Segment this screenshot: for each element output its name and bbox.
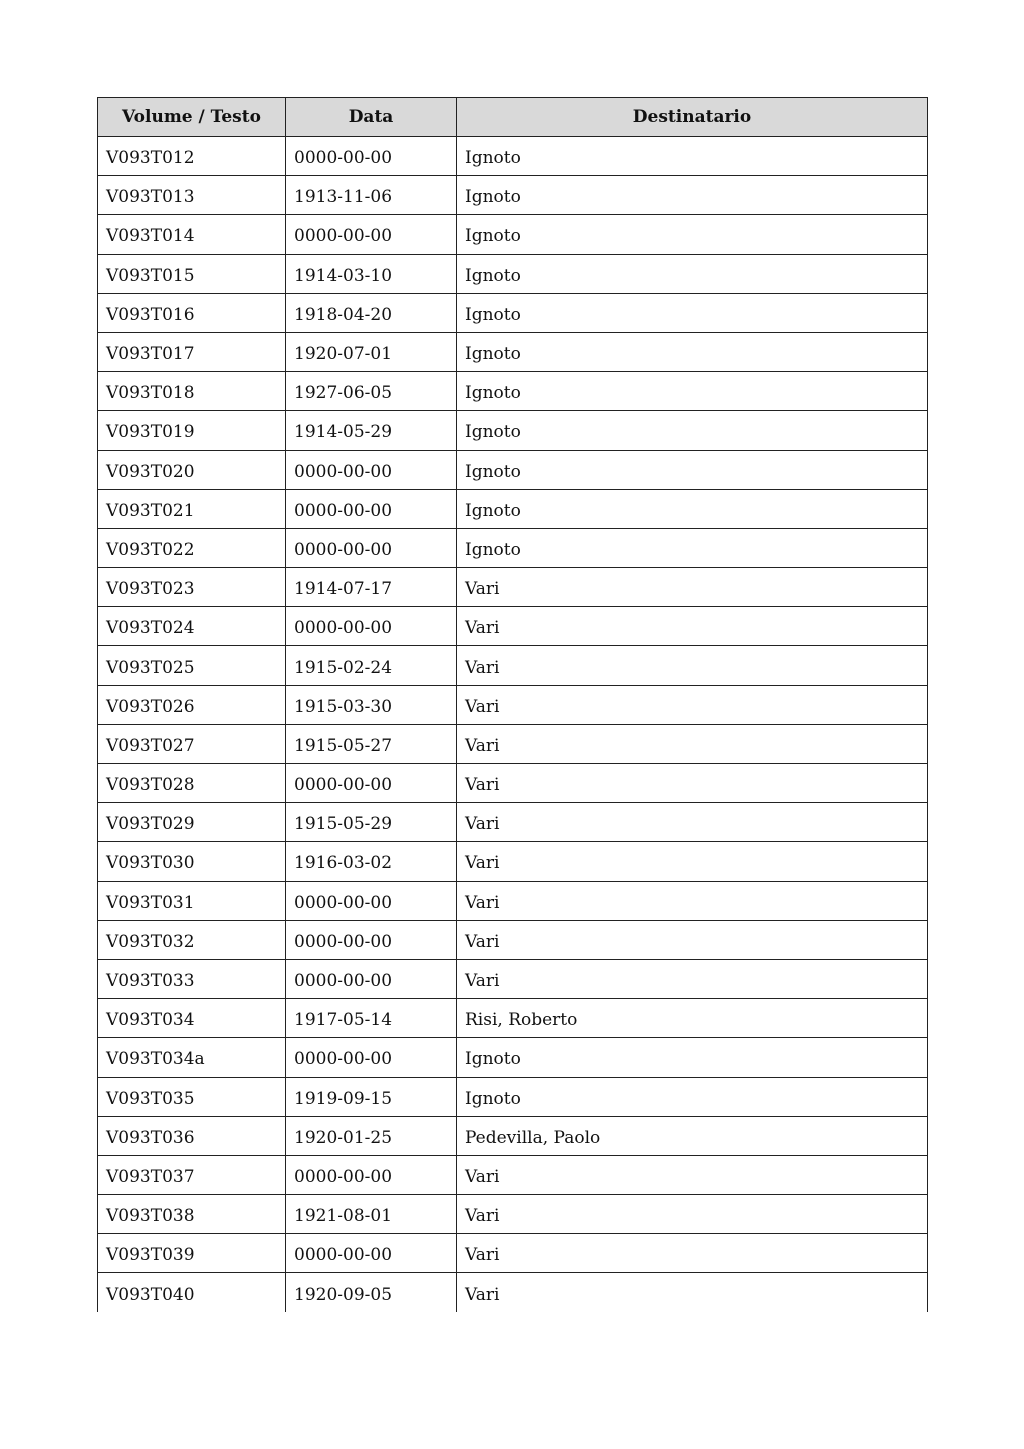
cell-volume: V093T030 bbox=[98, 842, 286, 881]
table-row bbox=[98, 1273, 928, 1312]
cell-recipient: Vari bbox=[457, 1155, 928, 1194]
table-row bbox=[98, 1155, 928, 1194]
cell-recipient: Vari bbox=[457, 1195, 928, 1234]
cell-date: 0000-00-00 bbox=[286, 1038, 457, 1077]
column-header-date: Data bbox=[286, 98, 457, 137]
table-row bbox=[98, 999, 928, 1038]
table-row bbox=[98, 215, 928, 254]
cell-date: 0000-00-00 bbox=[286, 1234, 457, 1273]
table-row bbox=[98, 881, 928, 920]
cell-volume: V093T014 bbox=[98, 215, 286, 254]
table-row bbox=[98, 450, 928, 489]
cell-date: 0000-00-00 bbox=[286, 920, 457, 959]
table-row bbox=[98, 803, 928, 842]
column-header-recipient: Destinatario bbox=[457, 98, 928, 137]
table-row bbox=[98, 372, 928, 411]
cell-recipient: Risi, Roberto bbox=[457, 999, 928, 1038]
cell-recipient: Vari bbox=[457, 724, 928, 763]
cell-recipient: Pedevilla, Paolo bbox=[457, 1116, 928, 1155]
cell-volume: V093T035 bbox=[98, 1077, 286, 1116]
cell-date: 0000-00-00 bbox=[286, 764, 457, 803]
cell-date: 1915-03-30 bbox=[286, 685, 457, 724]
table-row bbox=[98, 1116, 928, 1155]
cell-date: 0000-00-00 bbox=[286, 1155, 457, 1194]
table-row bbox=[98, 842, 928, 881]
cell-volume: V093T026 bbox=[98, 685, 286, 724]
cell-recipient: Vari bbox=[457, 803, 928, 842]
cell-volume: V093T033 bbox=[98, 959, 286, 998]
cell-recipient: Ignoto bbox=[457, 293, 928, 332]
cell-date: 1918-04-20 bbox=[286, 293, 457, 332]
cell-date: 0000-00-00 bbox=[286, 450, 457, 489]
table-row bbox=[98, 607, 928, 646]
cell-recipient: Ignoto bbox=[457, 411, 928, 450]
table-row bbox=[98, 764, 928, 803]
cell-recipient: Vari bbox=[457, 685, 928, 724]
cell-date: 1913-11-06 bbox=[286, 176, 457, 215]
cell-volume: V093T034a bbox=[98, 1038, 286, 1077]
table-body bbox=[98, 137, 928, 1313]
cell-volume: V093T016 bbox=[98, 293, 286, 332]
cell-recipient: Vari bbox=[457, 764, 928, 803]
cell-date: 1927-06-05 bbox=[286, 372, 457, 411]
cell-volume: V093T029 bbox=[98, 803, 286, 842]
cell-volume: V093T024 bbox=[98, 607, 286, 646]
cell-volume: V093T034 bbox=[98, 999, 286, 1038]
cell-recipient: Ignoto bbox=[457, 332, 928, 371]
cell-date: 1916-03-02 bbox=[286, 842, 457, 881]
cell-date: 1915-05-29 bbox=[286, 803, 457, 842]
cell-date: 1919-09-15 bbox=[286, 1077, 457, 1116]
cell-volume: V093T039 bbox=[98, 1234, 286, 1273]
cell-date: 1914-03-10 bbox=[286, 254, 457, 293]
cell-recipient: Ignoto bbox=[457, 215, 928, 254]
cell-recipient: Ignoto bbox=[457, 450, 928, 489]
cell-recipient: Ignoto bbox=[457, 254, 928, 293]
cell-date: 0000-00-00 bbox=[286, 215, 457, 254]
cell-recipient: Ignoto bbox=[457, 489, 928, 528]
cell-date: 1920-09-05 bbox=[286, 1273, 457, 1312]
cell-volume: V093T013 bbox=[98, 176, 286, 215]
cell-recipient: Vari bbox=[457, 881, 928, 920]
cell-recipient: Ignoto bbox=[457, 528, 928, 567]
cell-recipient: Ignoto bbox=[457, 137, 928, 176]
cell-date: 1914-07-17 bbox=[286, 568, 457, 607]
cell-volume: V093T025 bbox=[98, 646, 286, 685]
cell-date: 1917-05-14 bbox=[286, 999, 457, 1038]
table-row bbox=[98, 724, 928, 763]
cell-recipient: Ignoto bbox=[457, 176, 928, 215]
cell-recipient: Vari bbox=[457, 959, 928, 998]
cell-recipient: Vari bbox=[457, 568, 928, 607]
table-row bbox=[98, 1077, 928, 1116]
table-row bbox=[98, 646, 928, 685]
table-row bbox=[98, 293, 928, 332]
table-row bbox=[98, 568, 928, 607]
cell-recipient: Vari bbox=[457, 1273, 928, 1312]
cell-volume: V093T022 bbox=[98, 528, 286, 567]
cell-date: 0000-00-00 bbox=[286, 137, 457, 176]
cell-recipient: Vari bbox=[457, 646, 928, 685]
cell-volume: V093T038 bbox=[98, 1195, 286, 1234]
cell-volume: V093T037 bbox=[98, 1155, 286, 1194]
cell-volume: V093T018 bbox=[98, 372, 286, 411]
cell-volume: V093T020 bbox=[98, 450, 286, 489]
cell-date: 0000-00-00 bbox=[286, 881, 457, 920]
cell-volume: V093T036 bbox=[98, 1116, 286, 1155]
table-row bbox=[98, 489, 928, 528]
cell-volume: V093T023 bbox=[98, 568, 286, 607]
table-header-row bbox=[98, 98, 928, 137]
table-row bbox=[98, 920, 928, 959]
table-row bbox=[98, 685, 928, 724]
cell-volume: V093T031 bbox=[98, 881, 286, 920]
cell-volume: V093T032 bbox=[98, 920, 286, 959]
cell-date: 0000-00-00 bbox=[286, 528, 457, 567]
table-row bbox=[98, 332, 928, 371]
table-row bbox=[98, 1234, 928, 1273]
cell-recipient: Vari bbox=[457, 607, 928, 646]
table-row bbox=[98, 1195, 928, 1234]
cell-volume: V093T019 bbox=[98, 411, 286, 450]
cell-date: 1920-07-01 bbox=[286, 332, 457, 371]
cell-volume: V093T027 bbox=[98, 724, 286, 763]
cell-recipient: Vari bbox=[457, 1234, 928, 1273]
table-row bbox=[98, 176, 928, 215]
cell-date: 1915-02-24 bbox=[286, 646, 457, 685]
table-row bbox=[98, 528, 928, 567]
cell-volume: V093T012 bbox=[98, 137, 286, 176]
cell-recipient: Ignoto bbox=[457, 372, 928, 411]
cell-recipient: Ignoto bbox=[457, 1077, 928, 1116]
cell-volume: V093T028 bbox=[98, 764, 286, 803]
cell-recipient: Ignoto bbox=[457, 1038, 928, 1077]
table-row bbox=[98, 1038, 928, 1077]
letters-table bbox=[97, 97, 928, 1312]
cell-date: 1915-05-27 bbox=[286, 724, 457, 763]
cell-date: 0000-00-00 bbox=[286, 959, 457, 998]
table-row bbox=[98, 411, 928, 450]
table-row bbox=[98, 959, 928, 998]
cell-date: 0000-00-00 bbox=[286, 489, 457, 528]
cell-volume: V093T015 bbox=[98, 254, 286, 293]
cell-date: 1914-05-29 bbox=[286, 411, 457, 450]
cell-recipient: Vari bbox=[457, 842, 928, 881]
table-row bbox=[98, 254, 928, 293]
cell-date: 0000-00-00 bbox=[286, 607, 457, 646]
column-header-volume: Volume / Testo bbox=[98, 98, 286, 137]
cell-date: 1920-01-25 bbox=[286, 1116, 457, 1155]
cell-volume: V093T017 bbox=[98, 332, 286, 371]
cell-volume: V093T021 bbox=[98, 489, 286, 528]
cell-recipient: Vari bbox=[457, 920, 928, 959]
cell-date: 1921-08-01 bbox=[286, 1195, 457, 1234]
cell-volume: V093T040 bbox=[98, 1273, 286, 1312]
table-row bbox=[98, 137, 928, 176]
